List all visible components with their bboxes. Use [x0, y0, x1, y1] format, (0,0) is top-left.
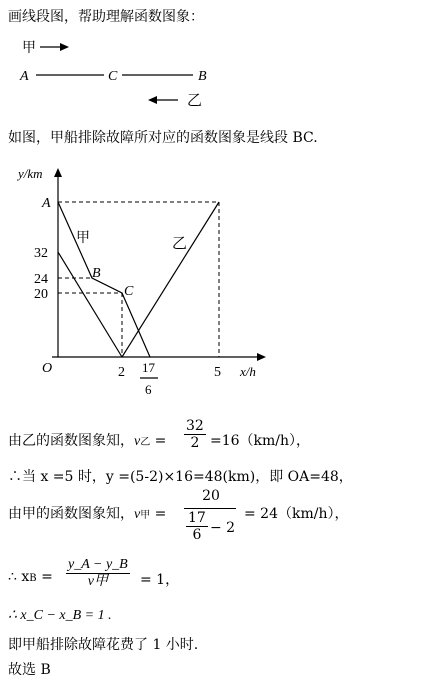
y-tick-20: 20 — [34, 287, 48, 302]
solution-line-5: ∴ x_C − x_B = 1 . — [8, 608, 112, 623]
point-b-label: B — [198, 69, 207, 84]
x-tick-2: 2 — [118, 365, 125, 380]
line3-sub: 甲 — [140, 510, 151, 521]
line4-prefix: ∴ x — [8, 569, 30, 585]
line3-den-den: 6 — [192, 527, 202, 543]
solution-line-6: 即甲船排除故障花费了 1 小时. — [8, 637, 199, 653]
x-tick-5: 5 — [214, 365, 221, 380]
line3-num: 20 — [202, 488, 220, 504]
y-tick-32: 32 — [34, 246, 48, 261]
line3-den-num: 17 — [188, 510, 206, 526]
line1-num: 32 — [186, 418, 204, 434]
line3-prefix: 由甲的函数图象知， — [8, 506, 134, 522]
line1-eq: = — [154, 433, 167, 449]
point-a-label: A — [20, 69, 29, 84]
line-segment-diagram — [0, 30, 260, 115]
line3-den-fraction — [186, 510, 208, 543]
yi-function-line-down — [58, 252, 122, 357]
line4-num: y_A − y_B — [68, 557, 128, 572]
line4-den: v甲 — [87, 574, 108, 589]
y-tick-a: A — [42, 196, 51, 211]
origin-label: O — [42, 361, 53, 376]
solution-line-3 — [8, 503, 166, 523]
y-tick-24: 24 — [34, 272, 48, 287]
jia-label: 甲 — [22, 41, 36, 56]
solution-line-4 — [8, 569, 53, 585]
solution-line-2: ∴当 x =5 时，y =(5-2)×16=48(km)，即 OA=48， — [8, 469, 353, 485]
solution-line-7: 故选 B — [8, 662, 51, 678]
line1-v: v — [134, 434, 141, 449]
yi-series-label: 乙 — [172, 236, 188, 252]
yi-function-line-up — [122, 202, 219, 357]
line4-sub: B — [29, 573, 37, 584]
line1-prefix: 由乙的函数图象知， — [8, 433, 134, 449]
line1-den: 2 — [190, 435, 200, 451]
statement-text: 如图，甲船排除故障所对应的函数图象是线段 BC. — [8, 130, 318, 146]
intro-text: 画线段图，帮助理解函数图象： — [8, 9, 204, 25]
x-axis-label: x/h — [240, 364, 256, 379]
jia-series-label: 甲 — [76, 231, 90, 246]
line3-main-bar — [184, 508, 236, 509]
line1-sub: 乙 — [140, 437, 151, 448]
line1-fraction — [184, 418, 206, 451]
point-b-label: B — [92, 266, 101, 281]
point-c-label: C — [124, 284, 134, 299]
yi-label: 乙 — [187, 93, 203, 109]
line3-den-minus: − 2 — [210, 520, 236, 536]
solution-line-1 — [8, 430, 166, 450]
line4-fraction — [66, 557, 130, 590]
point-c-label: C — [108, 69, 118, 84]
line4-post: = 1， — [140, 572, 180, 588]
y-axis-label: y/km — [18, 166, 43, 181]
line3-v: v — [134, 507, 141, 522]
line4-eq: = — [41, 569, 53, 585]
line3-eq: = — [154, 506, 167, 522]
yi-arrow-head — [148, 96, 157, 104]
function-graph — [0, 160, 290, 397]
x-axis-arrow — [257, 353, 266, 361]
x-tick-frac-den: 6 — [145, 382, 152, 397]
y-axis-arrow — [54, 168, 62, 177]
line1-post: =16（km/h）， — [210, 433, 311, 449]
line3-post: = 24（km/h）， — [244, 506, 349, 522]
jia-arrow-head — [60, 43, 69, 51]
x-tick-frac-num: 17 — [142, 360, 155, 375]
